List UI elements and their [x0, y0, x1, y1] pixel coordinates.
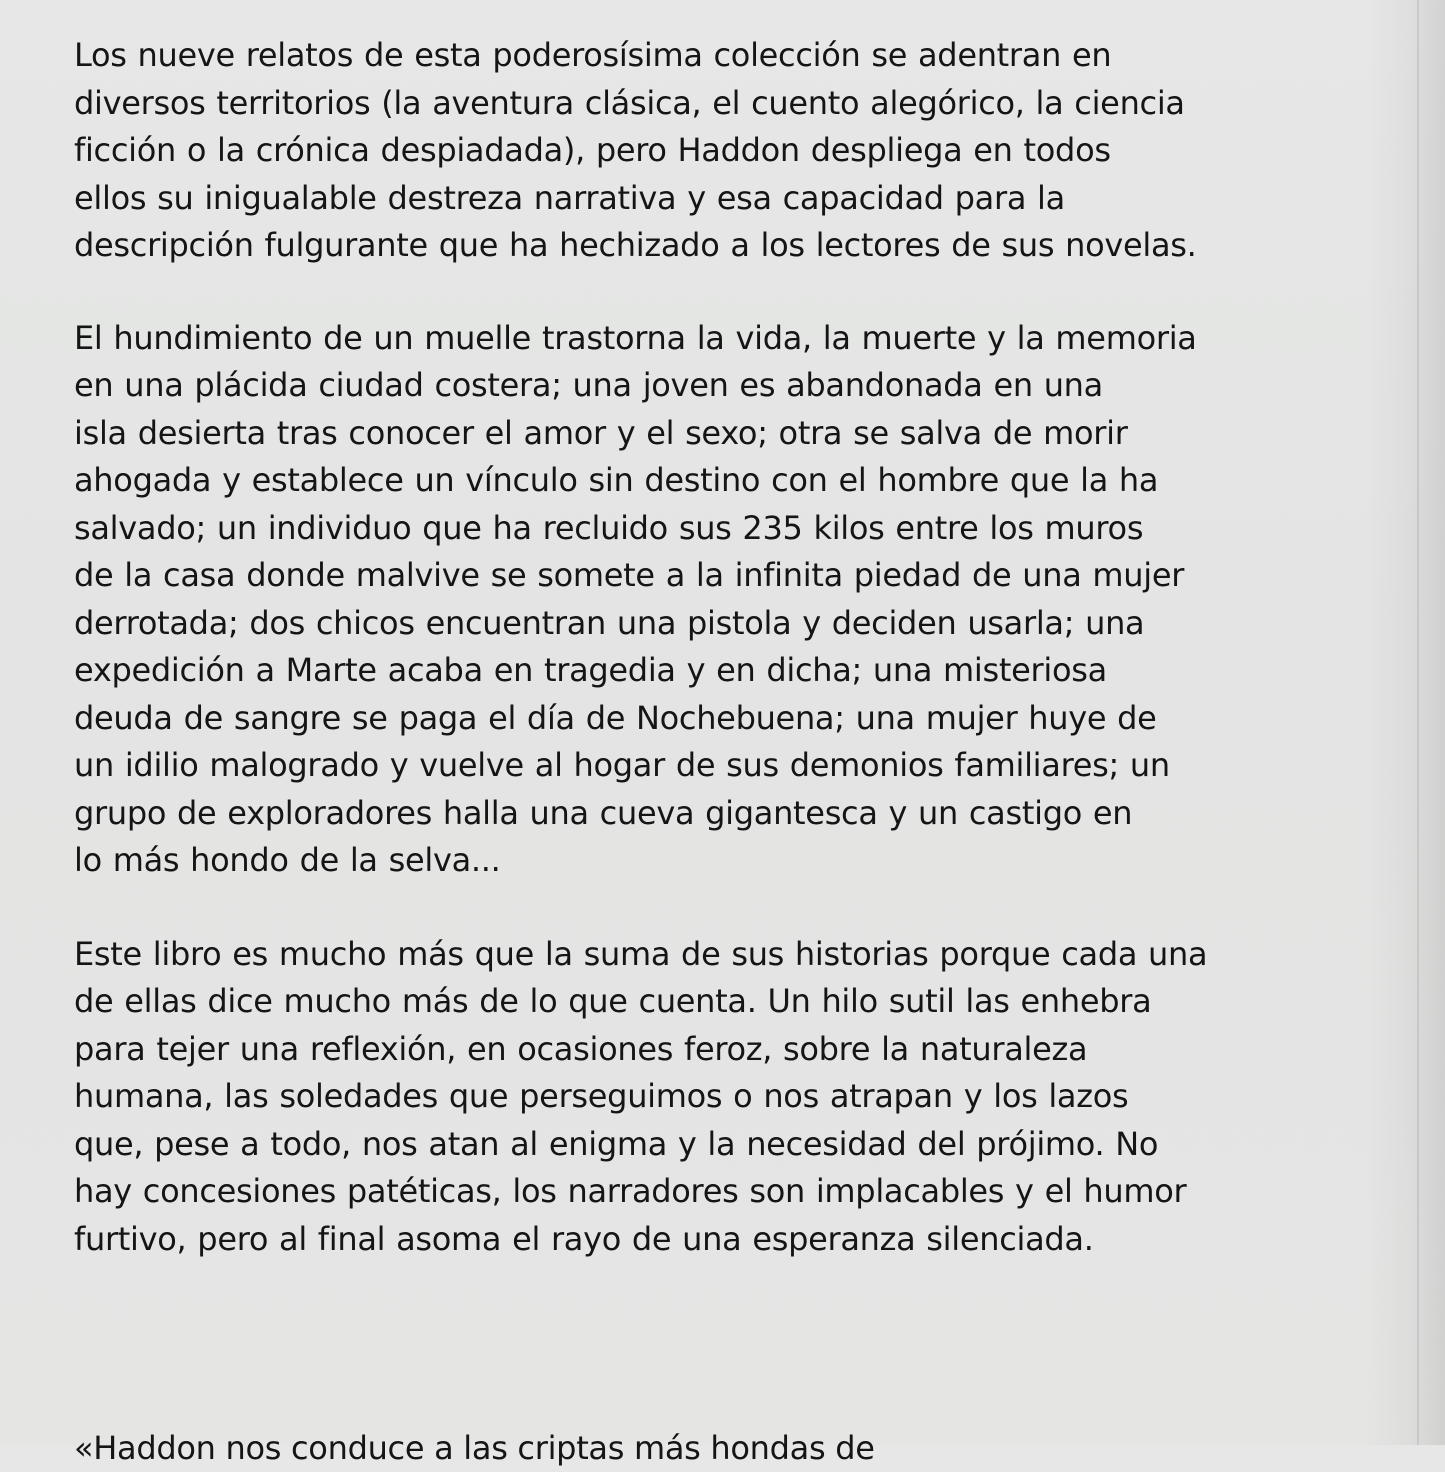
- page-shadow: [1365, 0, 1445, 1445]
- text-line: Los nueve relatos de esta poderosísima colección se adentran en: [74, 36, 1112, 74]
- text-line: isla desierta tras conocer el amor y el sexo; otra se salva de morir: [74, 413, 1128, 452]
- paragraph-intro: [74, 32, 1334, 270]
- text-line: hay concesiones patéticas, los narradores son implacables y el humor: [74, 1172, 1187, 1210]
- text-line: de ellas dice mucho más de lo que cuenta. Un hilo sutil las enhebra: [74, 982, 1152, 1020]
- text-line: para tejer una reflexión, en ocasiones feroz, sobre la naturaleza: [74, 1029, 1088, 1068]
- text-line: grupo de exploradores halla una cueva gigantesca y un castigo en: [74, 793, 1133, 832]
- text-line: diversos territorios (la aventura clásica, el cuento alegórico, la ciencia: [74, 83, 1185, 122]
- text-line: lo más hondo de la selva...: [74, 841, 501, 879]
- text-line: Este libro es mucho más que la suma de sus historias porque cada una: [74, 934, 1208, 973]
- text-line: derrotada; dos chicos encuentran una pistola y deciden usarla; una: [74, 603, 1145, 642]
- paragraph-reflection: [74, 931, 1334, 1264]
- text-line: un idilio malogrado y vuelve al hogar de sus demonios familiares; un: [74, 746, 1170, 784]
- text-line: furtivo, pero al final asoma el rayo de una esperanza silenciada.: [74, 1219, 1094, 1258]
- text-line: expedición a Marte acaba en tragedia y en dicha; una misteriosa: [74, 651, 1107, 689]
- text-line: ellos su inigualable destreza narrativa y esa capacidad para la: [74, 178, 1065, 217]
- text-line: que, pese a todo, nos atan al enigma y la necesidad del prójimo. No: [74, 1124, 1159, 1163]
- text-line: en una plácida ciudad costera; una joven es abandonada en una: [74, 366, 1103, 404]
- paragraph-stories: [74, 315, 1334, 885]
- text-line: descripción fulgurante que ha hechizado a los lectores de sus novelas.: [74, 226, 1197, 264]
- text-line: salvado; un individuo que ha recluido sus 235 kilos entre los muros: [74, 508, 1144, 547]
- text-line: El hundimiento de un muelle trastorna la vida, la muerte y la memoria: [74, 318, 1197, 357]
- text-line: de la casa donde malvive se somete a la infinita piedad de una mujer: [74, 556, 1185, 594]
- text-line: deuda de sangre se paga el día de Nochebuena; una mujer huye de: [74, 698, 1157, 737]
- text-line: ficción o la crónica despiadada), pero Haddon despliega en todos: [74, 131, 1111, 169]
- back-cover-text: [74, 32, 1334, 1263]
- text-line: ahogada y establece un vínculo sin destino con el hombre que la ha: [74, 461, 1159, 499]
- page-edge: [1417, 0, 1419, 1445]
- text-line: humana, las soledades que perseguimos o nos atrapan y los lazos: [74, 1077, 1129, 1115]
- review-quote: «Haddon nos conduce a las criptas más hondas de: [74, 1429, 875, 1467]
